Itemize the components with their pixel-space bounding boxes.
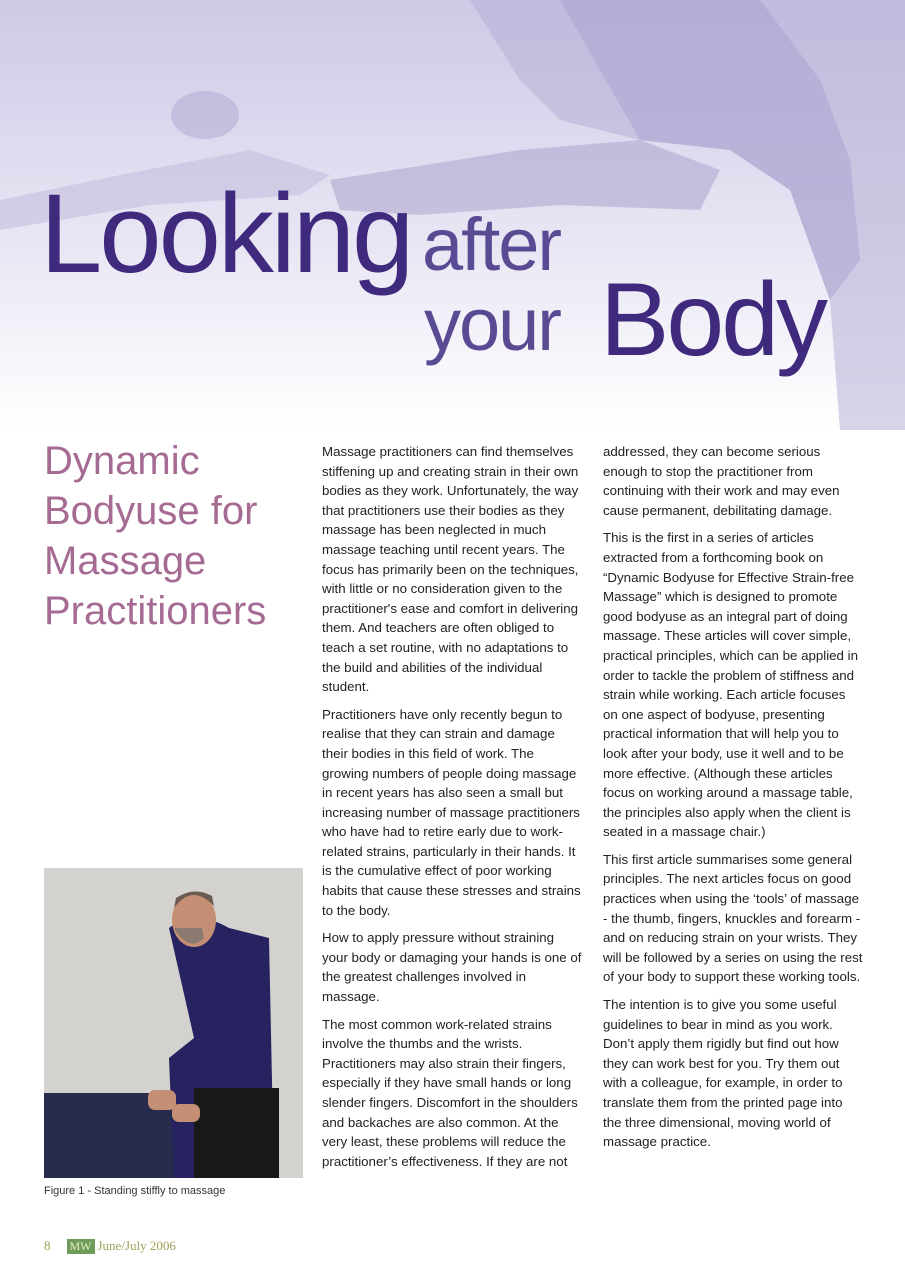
title-word-looking: Looking [40,171,412,296]
paragraph: Practitioners have only recently begun to realise that they can strain and damage their bodies in this field of work. The growing numbers of people doing massage in recent years has also seen a small but increasing number of massage practitioners who have had to retire early due to work-related strains, particularly in their hands. It is the cumulative effect of poor working habits that cause these stresses and strains to the body. [322,706,581,918]
figure-1-photo [44,868,303,1178]
paragraph: This is the first in a series of articles extracted from a forthcoming book on “Dynamic Bodyuse for Effective Strain-free Massage” which is designed to promote good bodyuse as an integral part of doing massage. These articles will cover simple, practical principles, which can be applied in order to tackle the problem of stiffness and strain while working. Each article focuses on one aspect of bodyuse, presenting practical information that will help you to look after your body, use it well and to be more effective. (Although these articles focus on working around a massage table, the principles also apply when the client is seated in a massage chair.) [603,530,858,840]
paragraph: The most common work-related strains involve the thumbs and the wrists. Practitioners may also strain their fingers, especially if they have small hands or long slender fingers. Discomfort in the shoulders and backaches are also common. At the very least, these problems will reduce the practitioner’s effectiveness. If they are not [322,1016,578,1169]
paragraph: addressed, they can become serious enough to stop the practitioner from continuing with their work and may even cause permanent, debilitating damage. [603,444,840,518]
title-word-your: your [424,283,560,366]
article-column-2 [603,442,863,1160]
paragraph: Massage practitioners can find themselves stiffening up and creating strain in their own bodies as they work. Unfortunately, the way that practitioners use their bodies as they massage has been neglected in much massage teaching until recent years. The focus has primarily been on the techniques, with little or no consideration given to the practitioner's ease and comfort in delivering them. And teachers are often obliged to teach a set routine, with no adaptations to the build and abilities of the individual student. [322,444,579,695]
figure-1-illustration [44,868,303,1178]
title-word-body: Body [600,262,826,378]
article-subtitle: Dynamic Bodyuse for Massage Practitioners [44,439,267,633]
paragraph: How to apply pressure without straining your body or damaging your hands is one of the greatest challenges involved in massage. [322,930,582,1005]
hero-banner [0,0,905,430]
paragraph: This first article summarises some general principles. The next articles focus on good practices when using the ‘tools’ of massage - the thumb, fingers, knuckles and forearm - and on reducing strain on your wrists. They will be followed by a series on using the rest of your body to support these working tools. [603,851,863,985]
article-column-1 [322,442,582,1179]
page-footer [44,1238,176,1254]
title-word-after: after [422,203,561,286]
issue-date: June/July 2006 [97,1238,176,1253]
magazine-logo: MW [67,1239,95,1254]
figure-caption: Figure 1 - Standing stiffly to massage [44,1185,226,1197]
paragraph: The intention is to give you some useful guidelines to bear in mind as you work. Don’t apply them rigidly but find out how they can work best for you. Try them out with a colleague, for example, in order to translate them from the printed page into the three dimensional, moving world of massage practice. [603,997,843,1150]
page-number: 8 [44,1238,51,1253]
